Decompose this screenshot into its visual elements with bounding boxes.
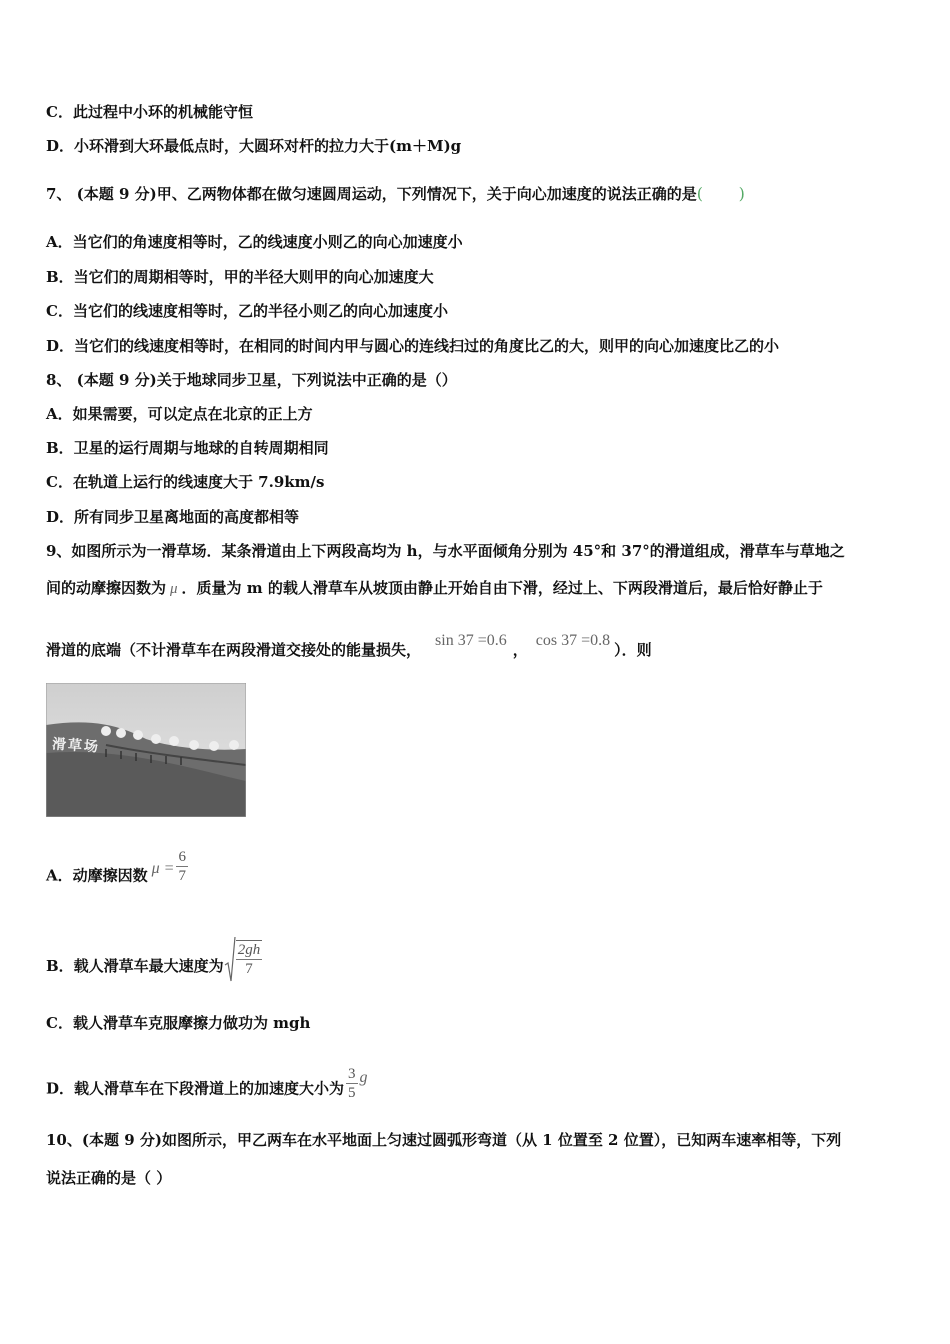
grass-slide-photo: [46, 683, 246, 817]
sin-formula: sin 37 =0.6: [435, 632, 507, 649]
q9-option-b-text: B．载人滑草车最大速度为: [46, 957, 224, 975]
fraction-denominator: 5: [348, 1085, 356, 1101]
q7-option-a: A．当它们的角速度相等时，乙的线速度小则乙的向心加速度小: [46, 233, 463, 251]
q6-option-c: C．此过程中小环的机械能守恒: [46, 103, 253, 121]
q9-stem-line1: 9、如图所示为一滑草场．某条滑道由上下两段高均为 h，与水平面倾角分别为 45°和 37°的滑道组成，滑草车与草地之: [46, 542, 845, 560]
q9-stem-line3: [46, 632, 652, 661]
q9-option-c: C．载人滑草车克服摩擦力做功为 mgh: [46, 1014, 311, 1032]
fraction-2gh-7: [236, 940, 263, 978]
comma: ，: [512, 641, 528, 659]
fraction-3-5: [346, 1065, 358, 1102]
q8-option-a: A．如果需要，可以定点在北京的正上方: [46, 405, 313, 423]
q9-option-a-text: A．动摩擦因数: [46, 866, 148, 885]
q9-option-d-text: D．载人滑草车在下段滑道上的加速度大小为: [46, 1079, 345, 1098]
fraction-numerator: 6: [178, 849, 186, 865]
q7-option-c: C．当它们的线速度相等时，乙的半径小则乙的向心加速度小: [46, 302, 448, 320]
q9-option-a: [46, 849, 188, 895]
q9-stem-line2-a: 间的动摩擦因数为: [46, 579, 167, 597]
paren-right: ): [738, 184, 745, 203]
q7-option-d: D．当它们的线速度相等时，在相同的时间内甲与圆心的连线扫过的角度比乙的大，则甲的向心加速度比乙的小: [46, 337, 780, 355]
fraction-numerator: 3: [348, 1066, 356, 1082]
q9-stem-line3-b: ）．则: [614, 641, 652, 659]
fraction-denominator: 7: [245, 961, 253, 977]
fraction-6-7: [176, 848, 188, 885]
g-symbol: g: [359, 1068, 368, 1086]
q8-option-d: D．所有同步卫星离地面的高度都相等: [46, 508, 300, 526]
fraction-denominator: 7: [178, 868, 186, 884]
sqrt-fraction: [224, 935, 263, 983]
q8-option-b: B．卫星的运行周期与地球的自转周期相同: [46, 439, 329, 457]
q9-option-d: [46, 1066, 368, 1108]
q9-stem-line2-b: ．质量为 m 的载人滑草车从坡顶由静止开始自由下滑，经过上、下两段滑道后，最后恰好静止于: [181, 579, 823, 597]
q10-stem-line1: 10、(本题 9 分)如图所示，甲乙两车在水平地面上匀速过圆弧形弯道（从 1 位置至 2 位置），已知两车速率相等，下列: [46, 1131, 842, 1149]
q9-stem-line3-a: 滑道的底端（不计滑草车在两段滑道交接处的能量损失，: [46, 641, 422, 659]
q9-stem-line2: [46, 578, 823, 599]
q9-option-b: [46, 943, 262, 991]
paren-left: (: [696, 184, 703, 203]
q8-stem: 8、 (本题 9 分)关于地球同步卫星，下列说法中正确的是（）: [46, 371, 457, 389]
q7-option-b: B．当它们的周期相等时，甲的半径大则甲的向心加速度大: [46, 268, 434, 286]
mu-equals: μ =: [151, 859, 175, 877]
answer-paren-image: [697, 184, 745, 204]
q10-stem-line2: 说法正确的是（ ）: [46, 1169, 172, 1187]
q8-option-c: C．在轨道上运行的线速度大于 7.9km/s: [46, 473, 325, 491]
photo-sign-text: 滑草场: [51, 736, 101, 756]
sqrt-symbol: [224, 935, 236, 983]
mu-symbol: μ: [170, 581, 178, 597]
fraction-numerator: 2gh: [237, 942, 261, 958]
q6-option-d: D．小环滑到大环最低点时，大圆环对杆的拉力大于(m＋M)g: [46, 137, 462, 155]
cos-formula: cos 37 =0.8: [535, 632, 611, 649]
q7-stem-text: 7、 (本题 9 分)甲、乙两物体都在做匀速圆周运动，下列情况下，关于向心加速度的说法正确的是: [46, 185, 697, 203]
q7-stem: [46, 184, 745, 204]
